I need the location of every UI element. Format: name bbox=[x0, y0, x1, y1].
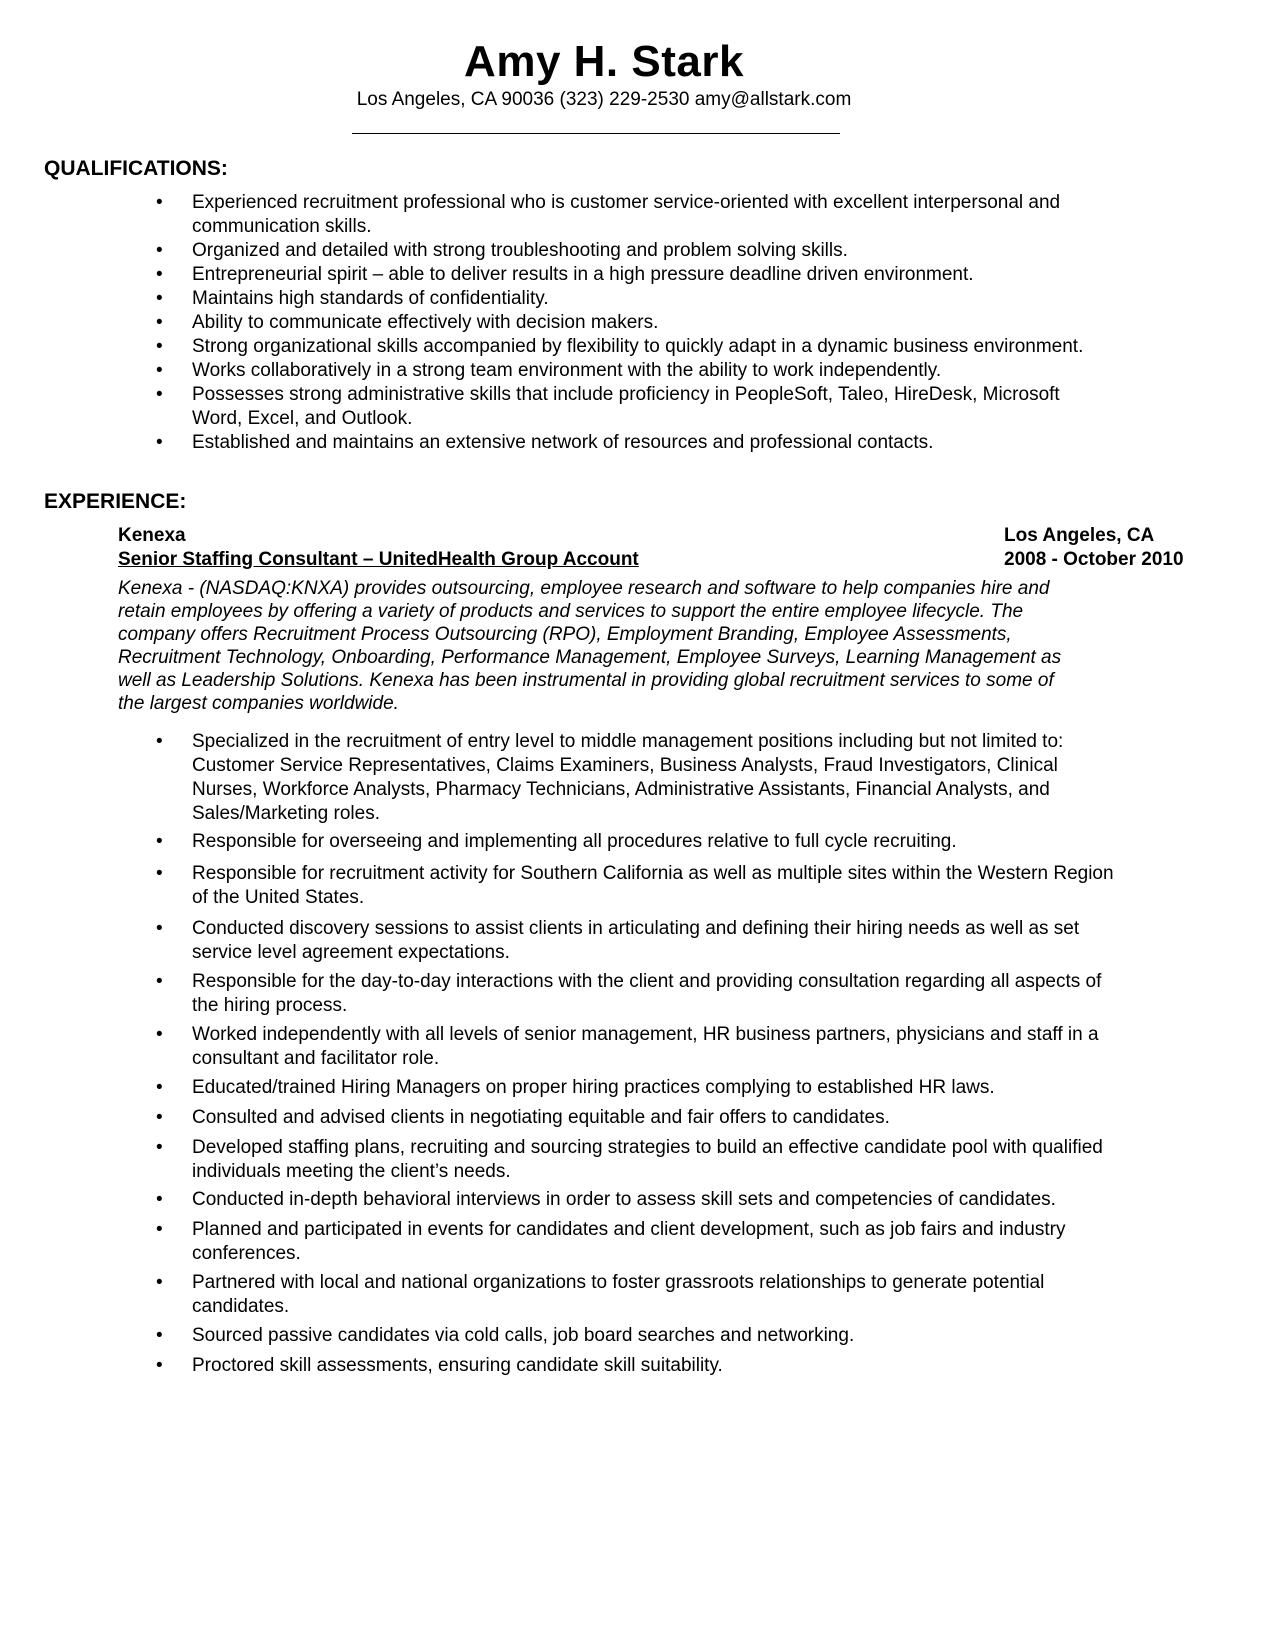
job-company: Kenexa bbox=[118, 525, 186, 546]
bullet-icon: • bbox=[156, 240, 163, 261]
experience-list bbox=[0, 970, 1200, 1018]
qualification-text: Possesses strong administrative skills that include proficiency in PeopleSoft, Taleo, HireDesk, Microsoft bbox=[192, 384, 1060, 405]
header-divider bbox=[352, 133, 840, 134]
qualification-text: Entrepreneurial spirit – able to deliver results in a high pressure deadline driven environment. bbox=[192, 264, 974, 285]
experience-text: Planned and participated in events for candidates and client development, such as job fairs and industry bbox=[192, 1219, 1066, 1240]
qualification-text: Experienced recruitment professional who is customer service-oriented with excellent interpersonal and bbox=[192, 192, 1061, 213]
contact-line: Los Angeles, CA 90036 (323) 229-2530 amy@allstark.com bbox=[356, 89, 852, 110]
experience-list bbox=[0, 862, 1200, 910]
experience-list bbox=[0, 1324, 1200, 1348]
experience-item bbox=[0, 970, 1200, 1018]
experience-text: conferences. bbox=[192, 1243, 301, 1264]
experience-text: Worked independently with all levels of senior management, HR business partners, physicians and staff in a bbox=[192, 1024, 1099, 1045]
qualification-item bbox=[0, 263, 1200, 287]
qualifications-heading: QUALIFICATIONS: bbox=[44, 157, 228, 180]
experience-text: Specialized in the recruitment of entry level to middle management positions including but not limited to: bbox=[192, 731, 1064, 752]
bullet-icon: • bbox=[156, 432, 163, 453]
experience-text: service level agreement expectations. bbox=[192, 942, 510, 963]
experience-item bbox=[0, 862, 1200, 910]
experience-text: Sales/Marketing roles. bbox=[192, 803, 380, 824]
job-title: Senior Staffing Consultant – UnitedHealth Group Account bbox=[118, 549, 639, 570]
experience-item bbox=[0, 917, 1200, 965]
bullet-icon: • bbox=[156, 971, 163, 992]
experience-item bbox=[0, 1188, 1200, 1212]
experience-list bbox=[0, 1023, 1200, 1071]
experience-list bbox=[0, 917, 1200, 965]
experience-item bbox=[0, 830, 1200, 854]
company-description bbox=[118, 577, 1128, 715]
company-description-line: Kenexa - (NASDAQ:KNXA) provides outsourcing, employee research and software to help companies hire and bbox=[118, 578, 1050, 599]
bullet-icon: • bbox=[156, 863, 163, 884]
bullet-icon: • bbox=[156, 1077, 163, 1098]
qualification-text: Organized and detailed with strong troubleshooting and problem solving skills. bbox=[192, 240, 848, 261]
qualification-text: Established and maintains an extensive network of resources and professional contacts. bbox=[192, 432, 934, 453]
experience-text: Proctored skill assessments, ensuring candidate skill suitability. bbox=[192, 1355, 723, 1376]
experience-list bbox=[0, 1136, 1200, 1184]
experience-list bbox=[0, 1271, 1200, 1319]
experience-text: Partnered with local and national organizations to foster grassroots relationships to generate potential bbox=[192, 1272, 1045, 1293]
experience-text: Responsible for overseeing and implementing all procedures relative to full cycle recruiting. bbox=[192, 831, 957, 852]
experience-list bbox=[0, 730, 1200, 826]
qualification-text: Ability to communicate effectively with decision makers. bbox=[192, 312, 659, 333]
experience-heading: EXPERIENCE: bbox=[44, 490, 187, 513]
company-description-line: Recruitment Technology, Onboarding, Performance Management, Employee Surveys, Learning Management as bbox=[118, 647, 1062, 668]
job-location: Los Angeles, CA bbox=[1004, 525, 1155, 546]
experience-list bbox=[0, 1354, 1200, 1378]
qualification-text: Works collaboratively in a strong team environment with the ability to work independently. bbox=[192, 360, 942, 381]
experience-text: consultant and facilitator role. bbox=[192, 1048, 440, 1069]
experience-item bbox=[0, 1023, 1200, 1071]
qualification-text: Strong organizational skills accompanied by flexibility to quickly adapt in a dynamic business environment. bbox=[192, 336, 1084, 357]
qualification-item bbox=[0, 359, 1200, 383]
qualification-item bbox=[0, 191, 1200, 239]
bullet-icon: • bbox=[156, 192, 163, 213]
experience-item bbox=[0, 1271, 1200, 1319]
qualification-item bbox=[0, 383, 1200, 431]
bullet-icon: • bbox=[156, 1137, 163, 1158]
experience-list bbox=[0, 1188, 1200, 1212]
qualification-text: Word, Excel, and Outlook. bbox=[192, 408, 413, 429]
bullet-icon: • bbox=[156, 288, 163, 309]
candidate-name: Amy H. Stark bbox=[464, 37, 744, 86]
experience-list bbox=[0, 1218, 1200, 1266]
experience-text: Responsible for the day-to-day interactions with the client and providing consultation regarding all aspects of bbox=[192, 971, 1102, 992]
job-dates: 2008 - October 2010 bbox=[1004, 549, 1184, 570]
bullet-icon: • bbox=[156, 264, 163, 285]
experience-item bbox=[0, 1076, 1200, 1100]
bullet-icon: • bbox=[156, 1219, 163, 1240]
bullet-icon: • bbox=[156, 1325, 163, 1346]
experience-list bbox=[0, 1106, 1200, 1130]
experience-text: Developed staffing plans, recruiting and sourcing strategies to build an effective candidate pool with qualified bbox=[192, 1137, 1103, 1158]
experience-text: individuals meeting the client’s needs. bbox=[192, 1161, 511, 1182]
company-description-line: retain employees by offering a variety of products and services to support the entire employee lifecycle. The bbox=[118, 601, 1024, 622]
qualification-item bbox=[0, 311, 1200, 335]
experience-list bbox=[0, 1076, 1200, 1100]
bullet-icon: • bbox=[156, 831, 163, 852]
experience-item bbox=[0, 1324, 1200, 1348]
bullet-icon: • bbox=[156, 1107, 163, 1128]
qualification-item bbox=[0, 335, 1200, 359]
qualification-item bbox=[0, 287, 1200, 311]
experience-list bbox=[0, 830, 1200, 854]
qualification-item bbox=[0, 431, 1200, 455]
company-description-line: company offers Recruitment Process Outsourcing (RPO), Employment Branding, Employee Assessments, bbox=[118, 624, 1012, 645]
bullet-icon: • bbox=[156, 1189, 163, 1210]
experience-text: Consulted and advised clients in negotiating equitable and fair offers to candidates. bbox=[192, 1107, 890, 1128]
bullet-icon: • bbox=[156, 360, 163, 381]
experience-item bbox=[0, 730, 1200, 826]
qualifications-list bbox=[0, 191, 1200, 455]
bullet-icon: • bbox=[156, 384, 163, 405]
experience-text: Conducted discovery sessions to assist clients in articulating and defining their hiring needs as well as set bbox=[192, 918, 1080, 939]
experience-text: Sourced passive candidates via cold calls, job board searches and networking. bbox=[192, 1325, 855, 1346]
experience-text: of the United States. bbox=[192, 887, 365, 908]
bullet-icon: • bbox=[156, 918, 163, 939]
qualification-text: Maintains high standards of confidentiality. bbox=[192, 288, 549, 309]
bullet-icon: • bbox=[156, 312, 163, 333]
company-description-line: the largest companies worldwide. bbox=[118, 693, 399, 714]
bullet-icon: • bbox=[156, 731, 163, 752]
qualification-text: communication skills. bbox=[192, 216, 372, 237]
experience-item bbox=[0, 1106, 1200, 1130]
bullet-icon: • bbox=[156, 1024, 163, 1045]
experience-text: Educated/trained Hiring Managers on proper hiring practices complying to established HR laws. bbox=[192, 1077, 995, 1098]
experience-item bbox=[0, 1354, 1200, 1378]
bullet-icon: • bbox=[156, 1272, 163, 1293]
experience-text: Responsible for recruitment activity for Southern California as well as multiple sites within the Western Region bbox=[192, 863, 1114, 884]
bullet-icon: • bbox=[156, 336, 163, 357]
experience-text: Conducted in-depth behavioral interviews in order to assess skill sets and competencies of candidates. bbox=[192, 1189, 1056, 1210]
experience-text: candidates. bbox=[192, 1296, 290, 1317]
experience-text: the hiring process. bbox=[192, 995, 348, 1016]
bullet-icon: • bbox=[156, 1355, 163, 1376]
experience-text: Customer Service Representatives, Claims Examiners, Business Analysts, Fraud Investigators, Clinical bbox=[192, 755, 1058, 776]
qualification-item bbox=[0, 239, 1200, 263]
experience-item bbox=[0, 1218, 1200, 1266]
experience-item bbox=[0, 1136, 1200, 1184]
company-description-line: well as Leadership Solutions. Kenexa has been instrumental in providing global recruitment services to some of bbox=[118, 670, 1054, 691]
experience-text: Nurses, Workforce Analysts, Pharmacy Technicians, Administrative Assistants, Financial Analysts, and bbox=[192, 779, 1050, 800]
